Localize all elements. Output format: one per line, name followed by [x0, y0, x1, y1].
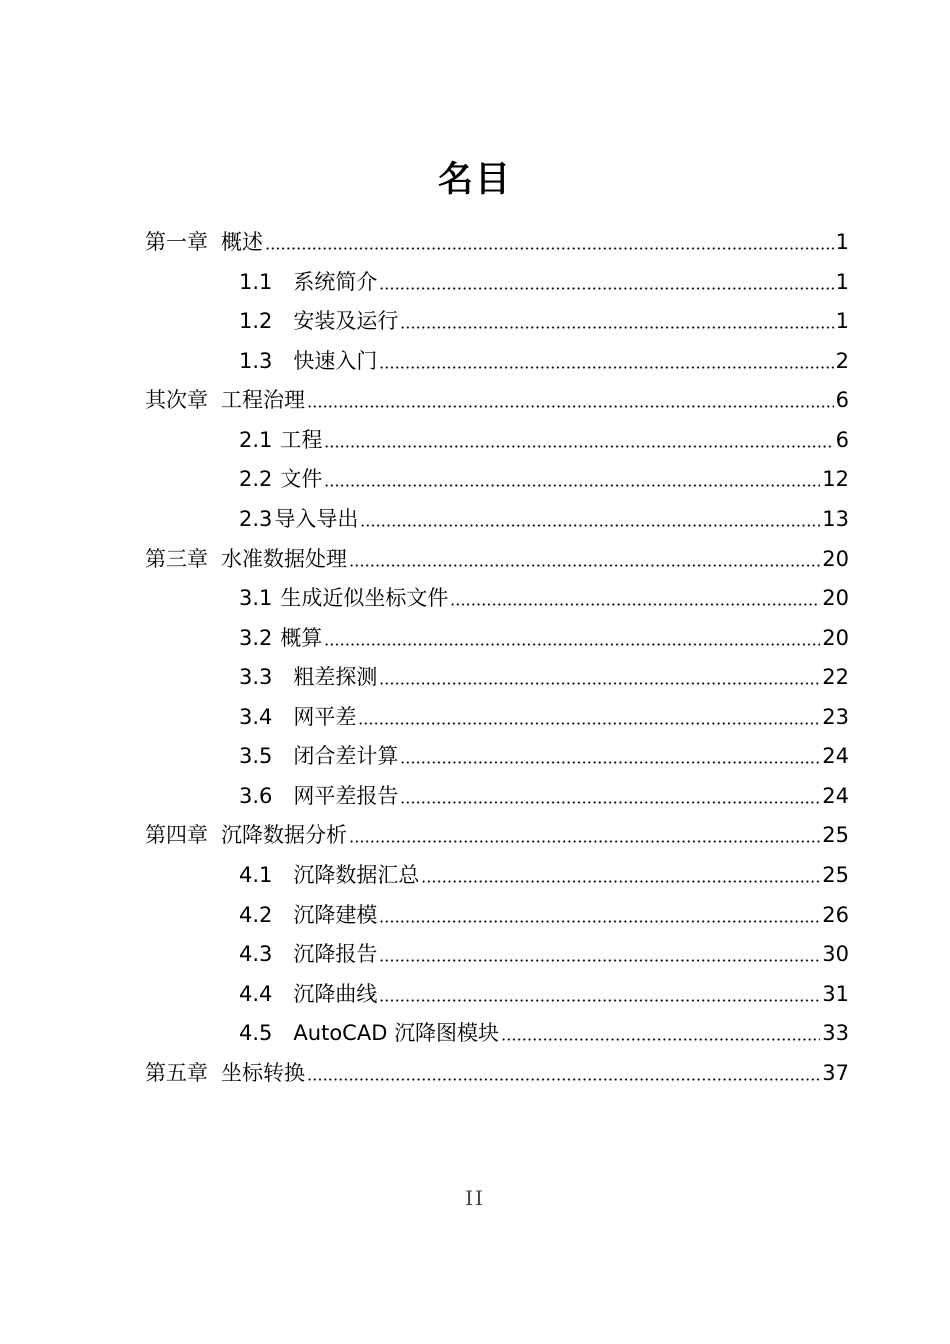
toc-entry-text: 系统简介 — [293, 270, 378, 294]
toc-dot-leader — [379, 920, 820, 923]
toc-chapter-label: 其次章 — [145, 388, 208, 412]
toc-entry[interactable] — [239, 972, 849, 1008]
toc-page-number: 1 — [835, 230, 849, 254]
toc-section-number: 3.6 — [239, 784, 273, 808]
toc-page-number: 20 — [822, 547, 849, 571]
toc-entry[interactable] — [239, 418, 849, 454]
toc-entry[interactable] — [239, 457, 849, 493]
toc-section-number: 2.3 — [239, 507, 273, 531]
toc-entry-text-cjk: 沉降图模块 — [394, 1021, 500, 1045]
toc-entry-text: 坐标转换 — [221, 1061, 305, 1085]
toc-page-number: 22 — [822, 665, 849, 689]
toc-dot-leader — [501, 1038, 820, 1041]
toc-page-number: 31 — [822, 982, 849, 1006]
toc-dot-leader — [360, 524, 820, 527]
toc-entry[interactable] — [145, 220, 849, 256]
toc-dot-leader — [324, 643, 820, 646]
footer-page-number: II — [465, 1186, 485, 1210]
toc-entry-text: 沉降建模 — [293, 903, 378, 927]
toc-page-number: 24 — [822, 744, 849, 768]
toc-entry-text: 沉降数据分析 — [221, 823, 347, 847]
toc-page-number: 26 — [822, 903, 849, 927]
toc-dot-leader — [349, 840, 820, 843]
toc-dot-leader — [400, 761, 820, 764]
toc-dot-leader — [450, 603, 820, 606]
toc-section-number: 4.1 — [239, 863, 273, 887]
toc-entry[interactable] — [239, 893, 849, 929]
toc-section-number: 4.3 — [239, 942, 273, 966]
toc-page-number: 12 — [822, 467, 849, 491]
toc-dot-leader — [307, 405, 834, 408]
toc-entry-text: 粗差探测 — [293, 665, 378, 689]
toc-dot-leader — [379, 287, 833, 290]
toc-dot-leader — [324, 484, 820, 487]
toc-entry[interactable] — [239, 695, 849, 731]
toc-page-number: 20 — [822, 586, 849, 610]
toc-entry-text: 概算 — [280, 626, 323, 650]
page-title: 名目 — [437, 160, 512, 200]
toc-entry[interactable] — [239, 260, 849, 296]
toc-section-number: 4.4 — [239, 982, 273, 1006]
toc-entry-text: 导入导出 — [274, 507, 359, 531]
toc-dot-leader — [421, 880, 820, 883]
toc-entry-text: 生成近似坐标文件 — [280, 586, 449, 610]
toc-entry-text: 水准数据处理 — [221, 547, 347, 571]
toc-entry[interactable] — [145, 813, 849, 849]
toc-page-number: 6 — [835, 388, 849, 412]
toc-entry[interactable] — [239, 932, 849, 968]
toc-chapter-label: 第四章 — [145, 823, 208, 847]
toc-entry[interactable] — [239, 1011, 849, 1047]
toc-page-number: 23 — [822, 705, 849, 729]
toc-page-number: 2 — [835, 349, 849, 373]
toc-page-number: 24 — [822, 784, 849, 808]
toc-dot-leader — [358, 722, 820, 725]
toc-entry[interactable] — [239, 616, 849, 652]
toc-page-number: 37 — [822, 1061, 849, 1085]
toc-entry-text: 沉降数据汇总 — [293, 863, 420, 887]
toc-section-number: 3.1 — [239, 586, 273, 610]
toc-entry[interactable] — [145, 1051, 849, 1087]
toc-entry[interactable] — [239, 734, 849, 770]
toc-dot-leader — [265, 247, 834, 250]
toc-section-number: 3.2 — [239, 626, 273, 650]
toc-dot-leader — [379, 999, 820, 1002]
toc-dot-leader — [400, 801, 820, 804]
toc-chapter-label: 第一章 — [145, 230, 208, 254]
toc-page-number: 25 — [822, 823, 849, 847]
toc-section-number: 1.3 — [239, 349, 273, 373]
toc-entry-text: 沉降曲线 — [293, 982, 378, 1006]
toc-dot-leader — [324, 445, 833, 448]
toc-section-number: 1.2 — [239, 309, 273, 333]
toc-chapter-label: 第三章 — [145, 547, 208, 571]
toc-dot-leader — [379, 682, 820, 685]
toc-entry-text: 网平差报告 — [293, 784, 399, 808]
toc-entry-text: 安装及运行 — [293, 309, 399, 333]
toc-page-number: 33 — [822, 1021, 849, 1045]
toc-section-number: 3.5 — [239, 744, 273, 768]
toc-page-number: 13 — [822, 507, 849, 531]
toc-entry-text: 沉降报告 — [293, 942, 378, 966]
toc-dot-leader — [400, 326, 833, 329]
toc-entry[interactable] — [239, 853, 849, 889]
toc-entry-text: 快速入门 — [293, 349, 378, 373]
toc-entry-text: 工程 — [280, 428, 323, 452]
toc-section-number: 4.5 — [239, 1021, 273, 1045]
toc-entry-text-latin: AutoCAD — [293, 1021, 388, 1045]
toc-section-number: 3.4 — [239, 705, 273, 729]
toc-entry[interactable] — [239, 339, 849, 375]
toc-entry[interactable] — [239, 497, 849, 533]
toc-entry-text — [293, 1019, 499, 1047]
toc-page-number: 6 — [835, 428, 849, 452]
toc-entry[interactable] — [239, 299, 849, 335]
toc-entry[interactable] — [239, 655, 849, 691]
toc-entry[interactable] — [145, 537, 849, 573]
toc-section-number: 1.1 — [239, 270, 273, 294]
toc-section-number: 4.2 — [239, 903, 273, 927]
toc-page-number: 1 — [835, 309, 849, 333]
toc-entry-text: 闭合差计算 — [293, 744, 399, 768]
toc-page-number: 20 — [822, 626, 849, 650]
toc-entry-text: 网平差 — [293, 705, 357, 729]
toc-dot-leader — [349, 564, 820, 567]
toc-entry-text: 工程治理 — [221, 388, 305, 412]
toc-section-number: 2.2 — [239, 467, 273, 491]
toc-page-number: 1 — [835, 270, 849, 294]
toc-dot-leader — [307, 1078, 820, 1081]
toc-page-number: 30 — [822, 942, 849, 966]
toc-dot-leader — [379, 959, 820, 962]
toc-entry-text: 文件 — [280, 467, 323, 491]
toc-chapter-label: 第五章 — [145, 1061, 208, 1085]
toc-page-number: 25 — [822, 863, 849, 887]
toc-section-number: 2.1 — [239, 428, 273, 452]
toc-entry[interactable] — [145, 378, 849, 414]
toc-entry-text: 概述 — [221, 230, 263, 254]
toc-entry[interactable] — [239, 774, 849, 810]
toc-entry[interactable] — [239, 576, 849, 612]
toc-dot-leader — [379, 366, 833, 369]
toc-section-number: 3.3 — [239, 665, 273, 689]
